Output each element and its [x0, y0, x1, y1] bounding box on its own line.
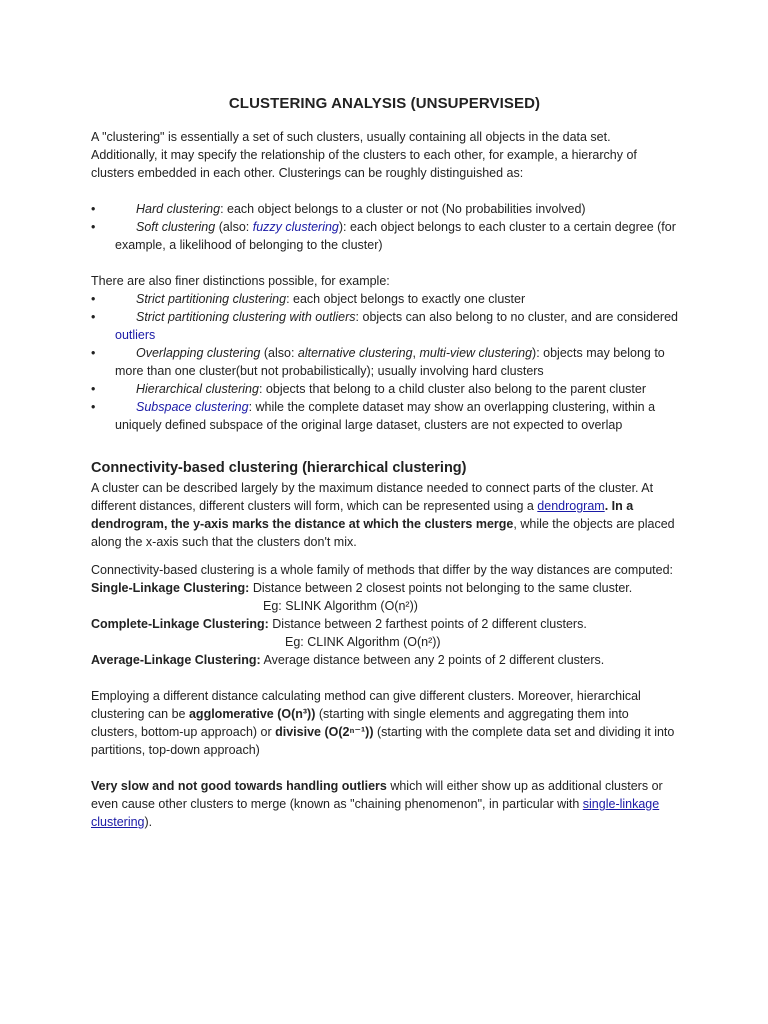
list-item-subspace [91, 398, 678, 434]
page-title: CLUSTERING ANALYSIS (UNSUPERVISED) [228, 95, 541, 112]
bullet-icon: • [91, 400, 96, 414]
bullet-icon: • [91, 202, 96, 216]
clustering-types-list [91, 200, 678, 254]
term-hierarchical: Hierarchical clustering [136, 382, 259, 396]
text-p4-a: which will either show up as additional clusters or even cause other clusters to merge (known as "chaining phenomenon", in particular with [91, 779, 663, 811]
complete-linkage-line [91, 615, 678, 633]
link-single-linkage-clustering[interactable]: single-linkage clustering [91, 797, 660, 829]
finer-distinctions-intro: There are also finer distinctions possible, for example: [91, 274, 390, 288]
text-p4-bold: Very slow and not good towards handling outliers [91, 779, 387, 793]
list-item-overlapping [91, 344, 678, 380]
text-p3-c: (starting with the complete data set and dividing it into partitions, top-down approach) [91, 725, 675, 757]
term-alternative-clustering: alternative clustering [297, 346, 413, 360]
link-fuzzy-clustering[interactable]: fuzzy clustering [252, 220, 339, 234]
text-p1-c: , while the objects are placed along the x-axis such that the clusters don't mix. [91, 517, 675, 549]
bullet-icon: • [91, 310, 96, 324]
complete-linkage-example: Eg: CLINK Algorithm (O(n²)) [285, 635, 441, 649]
text-p1-bold: , the y-axis marks the distance at which the clusters merge [163, 517, 514, 531]
bullet-icon: • [91, 346, 96, 360]
text-strict-partitioning: : each object belongs to exactly one cluster [286, 292, 526, 306]
outliers-paragraph [91, 777, 678, 831]
finer-distinctions-list [91, 290, 678, 434]
single-linkage-line [91, 579, 678, 597]
term-divisive: divisive (O(2ⁿ⁻¹)) [275, 725, 374, 739]
text-single-linkage: Distance between 2 closest points not belonging to the same cluster. [249, 581, 633, 595]
text-average-linkage: Average distance between any 2 points of 2 different clusters. [260, 653, 605, 667]
term-average-linkage: Average-Linkage Clustering: [91, 653, 261, 667]
link-subspace-clustering[interactable]: Subspace clustering [136, 400, 249, 414]
text-p1-b: . In a dendrogram [91, 499, 634, 531]
average-linkage-line [91, 651, 678, 669]
text-overlap-also: (also: [260, 346, 298, 360]
list-item-strict-outliers [91, 308, 678, 344]
text-hierarchical: : objects that belong to a child cluster also belong to the parent cluster [258, 382, 647, 396]
term-hard-clustering: Hard clustering [136, 202, 221, 216]
term-strict-outliers: Strict partitioning clustering with outliers [136, 310, 356, 324]
text-p3-b: (starting with single elements and aggregating them into clusters, bottom-up approach) or [91, 707, 629, 739]
text-soft-also: (also: [215, 220, 253, 234]
term-strict-partitioning: Strict partitioning clustering [136, 292, 287, 306]
text-soft-clustering: ): each object belongs to each cluster to a certain degree (for example, a likelihood of belonging to the cluster) [115, 220, 676, 252]
term-complete-linkage: Complete-Linkage Clustering: [91, 617, 269, 631]
link-outliers[interactable]: outliers [115, 328, 156, 342]
text-hard-clustering: : each object belongs to a cluster or not (No probabilities involved) [220, 202, 586, 216]
text-complete-linkage: Distance between 2 farthest points of 2 different clusters. [268, 617, 587, 631]
term-overlapping: Overlapping clustering [136, 346, 261, 360]
term-multi-view-clustering: multi-view clustering [419, 346, 533, 360]
intro-paragraph: A "clustering" is essentially a set of such clusters, usually containing all objects in the data set. Additionally, it may specify the relationship of the clusters to each other, for example, a hierarchy of clusters embedded in each other. Clusterings can be roughly distinguished as: [91, 130, 637, 180]
text-overlap-sep: , [412, 346, 420, 360]
list-item-hard-clustering [91, 200, 678, 218]
bullet-icon: • [91, 220, 96, 234]
text-p1-a: A cluster can be described largely by the maximum distance needed to connect parts of the cluster. At different distances, different clusters will form, which can be represented using a [91, 481, 654, 513]
single-linkage-example: Eg: SLINK Algorithm (O(n²)) [263, 599, 418, 613]
methods-paragraph: Connectivity-based clustering is a whole family of methods that differ by the way distances are computed: [91, 563, 674, 577]
dendrogram-paragraph [91, 479, 678, 551]
bullet-icon: • [91, 382, 96, 396]
text-strict-outliers: : objects can also belong to no cluster, and are considered [355, 310, 678, 324]
text-subspace: : while the complete dataset may show an overlapping clustering, within a uniquely defined subspace of the original large dataset, clusters are not expected to overlap [115, 400, 656, 432]
text-p3-a: Employing a different distance calculating method can give different clusters. Moreover, hierarchical clustering can be [91, 689, 641, 721]
text-p4-b: ). [144, 815, 153, 829]
list-item-hierarchical [91, 380, 678, 398]
list-item-strict-partitioning [91, 290, 678, 308]
term-single-linkage: Single-Linkage Clustering: [91, 581, 250, 595]
list-item-soft-clustering [91, 218, 678, 254]
link-dendrogram[interactable]: dendrogram [537, 499, 605, 513]
term-agglomerative: agglomerative (O(n³)) [188, 707, 316, 721]
term-soft-clustering: Soft clustering [136, 220, 216, 234]
bullet-icon: • [91, 292, 96, 306]
agglomerative-divisive-paragraph [91, 687, 678, 759]
text-overlapping: ): objects may belong to more than one cluster(but not probabilistically); usually involving hard clusters [115, 346, 665, 378]
section-heading-connectivity: Connectivity-based clustering (hierarchical clustering) [91, 460, 467, 476]
